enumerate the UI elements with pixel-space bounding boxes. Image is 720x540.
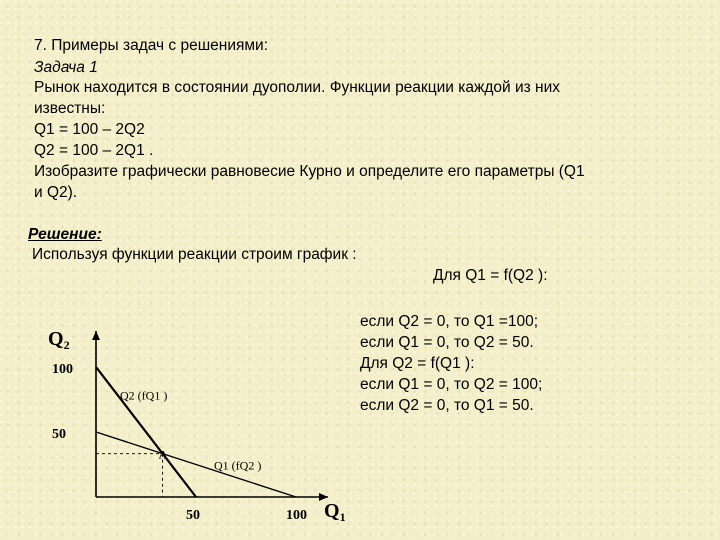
series-label-q1: Q1 (fQ2 ) [214,458,262,473]
solution-intro: Используя функции реакции строим график : [32,246,357,263]
task-line: Q1 = 100 – 2Q2 [34,121,145,138]
y-axis-title: $Q_2$ [48,328,70,352]
x-tick-label: 50 [186,508,200,523]
task-line: Рынок находится в состоянии дуополии. Функции реакции каждой из них [34,79,560,96]
task-line: известны: [34,100,106,117]
x-axis-title: $Q_1$ [324,500,346,524]
chart-svg [40,280,346,524]
equilibrium-label: A [158,447,168,462]
condition-line: если Q2 = 0, то Q1 =100; [360,313,539,330]
reaction-line [96,432,296,497]
reaction-functions-chart [40,280,346,524]
equilibrium-guides [96,454,163,497]
heading: 7. Примеры задач с решениями: [34,37,269,54]
x-tick-label: 100 [286,508,307,523]
chart-axes [92,331,328,501]
y-tick-label: 100 [52,362,73,377]
series-label-q2: Q2 (fQ1 ) [120,388,168,403]
task-line: Изобразите графически равновесие Курно и определите его параметры (Q1 [34,163,585,180]
solution-label: Решение: [28,226,102,243]
task-line: и Q2). [34,184,78,201]
condition-line: если Q1 = 0, то Q2 = 50. [360,334,534,351]
condition-line: Для Q1 = f(Q2 ): [433,267,548,284]
condition-line: если Q1 = 0, то Q2 = 100; [360,376,543,393]
chart-labels [48,328,346,524]
y-axis-arrow [92,331,100,340]
reaction-line [96,367,196,497]
condition-line: если Q2 = 0, то Q1 = 50. [360,397,534,414]
reaction-lines [96,367,296,497]
task-label: Задача 1 [34,59,98,76]
condition-line: Для Q2 = f(Q1 ): [360,355,475,372]
task-line: Q2 = 100 – 2Q1 . [34,142,154,159]
y-tick-label: 50 [52,427,66,442]
